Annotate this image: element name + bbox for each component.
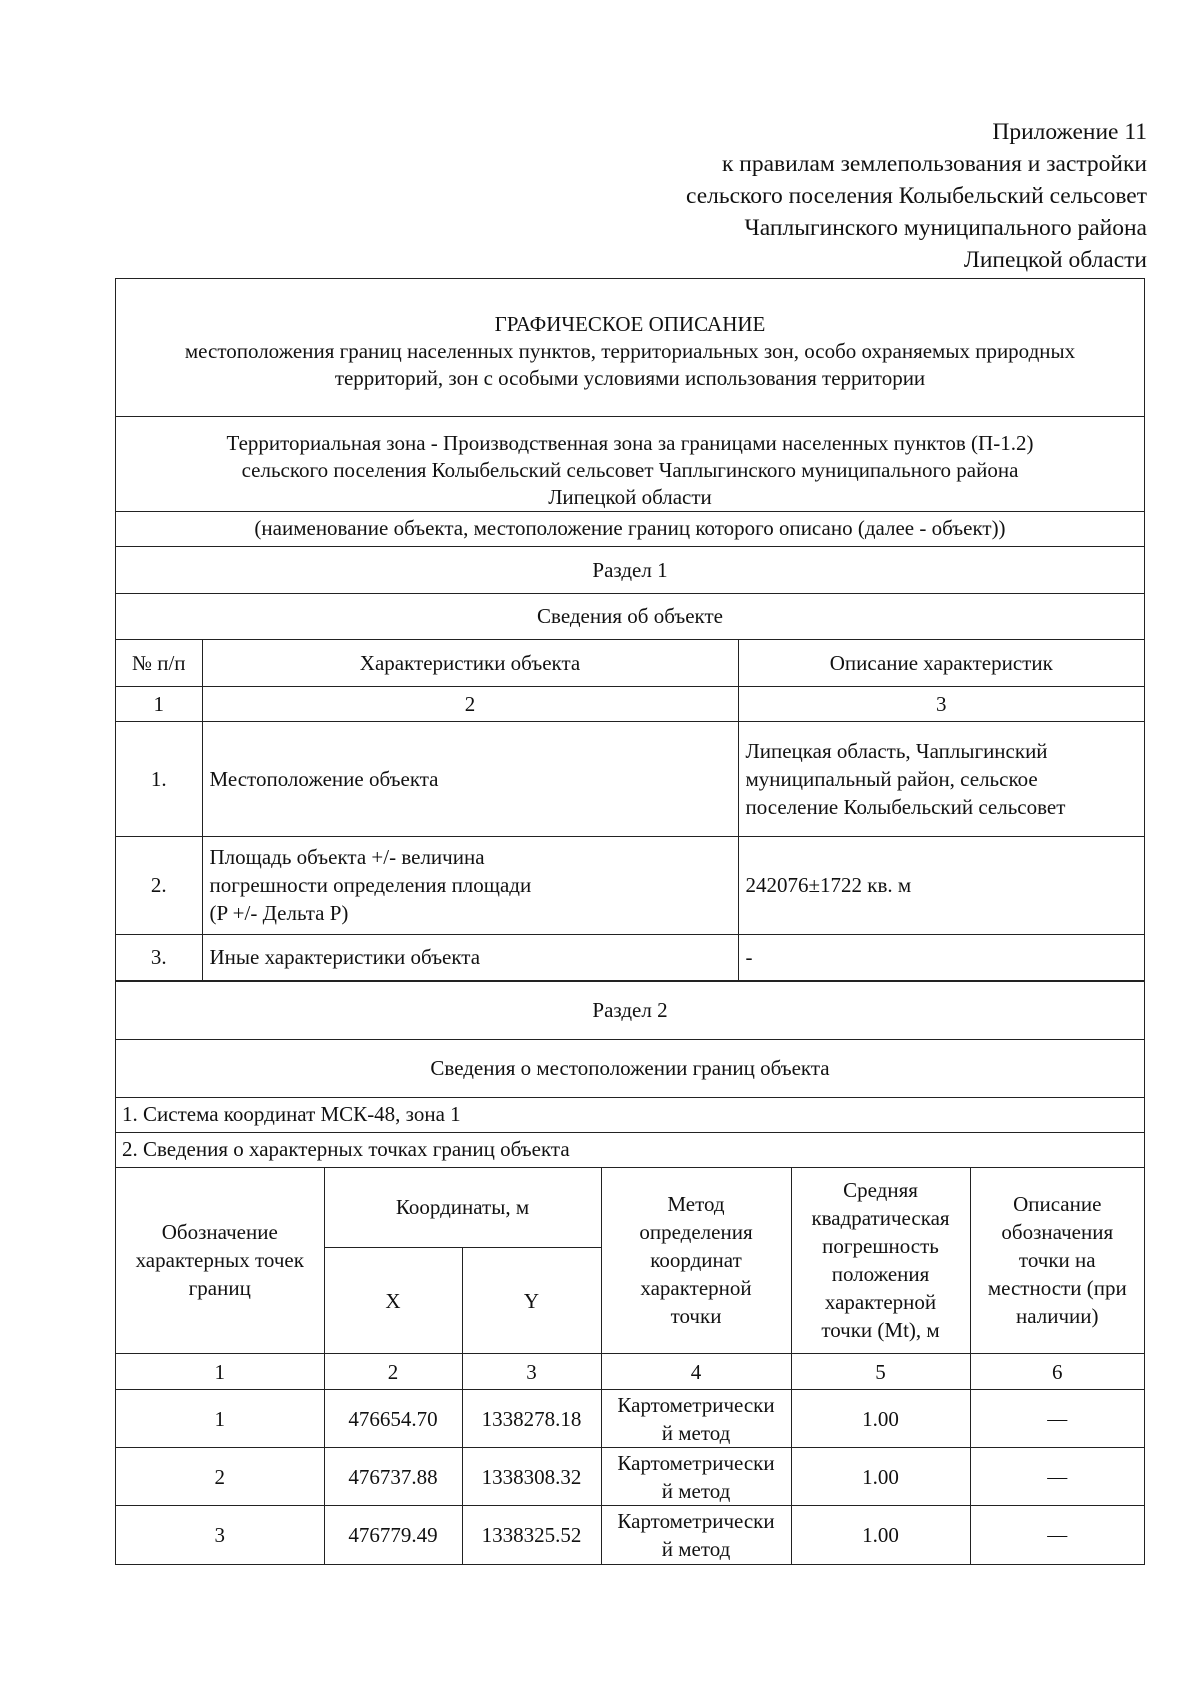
object-info-colnum-row	[116, 686, 1144, 721]
section-2-title: Раздел 2	[116, 982, 1144, 1040]
header-line: точки	[670, 1304, 722, 1329]
colnum-3: 3	[462, 1354, 601, 1390]
header-line: обозначения	[1001, 1220, 1114, 1245]
point-id: 2	[116, 1448, 324, 1506]
point-mt: 1.00	[791, 1390, 970, 1448]
point-x: 476737.88	[324, 1448, 462, 1506]
object-name-line-3: Липецкой области	[548, 485, 712, 509]
header-line: Метод	[667, 1192, 725, 1217]
points-header-row-1	[116, 1168, 1144, 1248]
colnum-3: 3	[738, 686, 1144, 721]
header-line: границ	[188, 1276, 251, 1301]
header-designation	[116, 1168, 324, 1354]
appendix-number: Приложение 11	[992, 119, 1147, 145]
form-title	[116, 279, 1144, 417]
header-line: положения	[831, 1262, 930, 1287]
object-name	[116, 417, 1144, 512]
header-coordinates: Координаты, м	[324, 1168, 601, 1248]
point-id: 1	[116, 1390, 324, 1448]
colnum-5: 5	[791, 1354, 970, 1390]
object-caption: (наименование объекта, местоположение границ которого описано (далее - объект))	[116, 512, 1144, 547]
points-title: 2. Сведения о характерных точках границ объекта	[116, 1133, 1144, 1168]
graphic-description-form	[115, 278, 1145, 1565]
row-description: 242076±1722 кв. м	[738, 836, 1144, 934]
section-2-subtitle: Сведения о местоположении границ объекта	[116, 1040, 1144, 1098]
header-line: погрешность	[822, 1234, 939, 1259]
appendix-line-4: Чаплыгинского муниципального района	[744, 215, 1147, 241]
header-line: Средняя	[843, 1178, 918, 1203]
point-mt: 1.00	[791, 1506, 970, 1564]
header-line: характерных точек	[135, 1248, 304, 1273]
header-characteristics: Характеристики объекта	[202, 640, 738, 686]
appendix-line-3: сельского поселения Колыбельский сельсовет	[685, 183, 1147, 209]
row-characteristic: Иные характеристики объекта	[202, 934, 738, 980]
object-info-table	[116, 640, 1144, 981]
header-error	[791, 1168, 970, 1354]
table-row	[116, 1506, 1144, 1564]
points-colnum-row	[116, 1354, 1144, 1390]
point-mt: 1.00	[791, 1448, 970, 1506]
point-y: 1338325.52	[462, 1506, 601, 1564]
header-line: наличии)	[1016, 1304, 1099, 1329]
method-line: й метод	[661, 1536, 731, 1561]
point-method	[601, 1390, 791, 1448]
object-name-line-1: Территориальная зона - Производственная зона за границами населенных пунктов (П-1.2)	[226, 431, 1034, 455]
section-1-title: Раздел 1	[116, 547, 1144, 594]
form-title-sub-2: территорий, зон с особыми условиями использования территории	[334, 366, 926, 390]
desc-line: муниципальный район, сельское	[745, 766, 1038, 791]
object-info-header-row	[116, 640, 1144, 686]
point-method	[601, 1506, 791, 1564]
header-line: характерной	[824, 1290, 937, 1315]
form-title-sub-1: местоположения границ населенных пунктов, территориальных зон, особо охраняемых природных	[184, 339, 1076, 363]
header-line: квадратическая	[811, 1206, 950, 1231]
object-info-table-wrapper	[116, 640, 1144, 982]
appendix-line-2: к правилам землепользования и застройки	[722, 151, 1147, 177]
appendix-line-5: Липецкой области	[963, 247, 1147, 273]
char-line: (P +/- Дельта P)	[209, 901, 349, 925]
point-y: 1338308.32	[462, 1448, 601, 1506]
table-row	[116, 1390, 1144, 1448]
row-num: 3.	[116, 934, 202, 980]
table-row	[116, 721, 1144, 836]
point-x: 476779.49	[324, 1506, 462, 1564]
header-line: местности (при	[987, 1276, 1127, 1301]
header-line: точки на	[1018, 1248, 1096, 1273]
method-line: Картометрически	[617, 1450, 775, 1475]
header-num: № п/п	[116, 640, 202, 686]
colnum-6: 6	[970, 1354, 1144, 1390]
header-line: определения	[639, 1220, 753, 1245]
row-characteristic: Местоположение объекта	[202, 721, 738, 836]
header-description: Описание характеристик	[738, 640, 1144, 686]
row-characteristic	[202, 836, 738, 934]
points-table	[116, 1168, 1144, 1564]
desc-line: Липецкая область, Чаплыгинский	[745, 738, 1048, 763]
colnum-1: 1	[116, 1354, 324, 1390]
method-line: Картометрически	[617, 1508, 775, 1533]
method-line: й метод	[661, 1420, 731, 1445]
point-method	[601, 1448, 791, 1506]
point-x: 476654.70	[324, 1390, 462, 1448]
row-description: -	[738, 934, 1144, 980]
header-line: точки (Mt), м	[821, 1318, 940, 1343]
method-line: й метод	[661, 1478, 731, 1503]
colnum-2: 2	[324, 1354, 462, 1390]
point-id: 3	[116, 1506, 324, 1564]
table-row	[116, 934, 1144, 980]
point-description: —	[970, 1448, 1144, 1506]
header-line: Описание	[1013, 1192, 1102, 1217]
desc-line: поселение Колыбельский сельсовет	[745, 794, 1066, 819]
section-1-subtitle: Сведения об объекте	[116, 594, 1144, 640]
appendix-header	[686, 116, 1147, 276]
header-method	[601, 1168, 791, 1354]
colnum-1: 1	[116, 686, 202, 721]
colnum-4: 4	[601, 1354, 791, 1390]
char-line: погрешности определения площади	[209, 873, 532, 897]
header-x: X	[324, 1248, 462, 1354]
point-description: —	[970, 1506, 1144, 1564]
header-line: характерной	[640, 1276, 752, 1301]
header-y: Y	[462, 1248, 601, 1354]
header-line: Обозначение	[161, 1220, 278, 1245]
point-y: 1338278.18	[462, 1390, 601, 1448]
table-row	[116, 836, 1144, 934]
coordinate-system: 1. Система координат МСК-48, зона 1	[116, 1098, 1144, 1133]
header-line: координат	[650, 1248, 742, 1273]
colnum-2: 2	[202, 686, 738, 721]
method-line: Картометрически	[617, 1392, 775, 1417]
form-title-main: ГРАФИЧЕСКОЕ ОПИСАНИЕ	[494, 312, 766, 336]
row-description	[738, 721, 1144, 836]
char-line: Площадь объекта +/- величина	[209, 845, 485, 869]
header-point-description	[970, 1168, 1144, 1354]
object-name-line-2: сельского поселения Колыбельский сельсовет Чаплыгинского муниципального района	[241, 458, 1019, 482]
points-table-wrapper	[116, 1168, 1144, 1564]
row-num: 1.	[116, 721, 202, 836]
point-description: —	[970, 1390, 1144, 1448]
row-num: 2.	[116, 836, 202, 934]
table-row	[116, 1448, 1144, 1506]
